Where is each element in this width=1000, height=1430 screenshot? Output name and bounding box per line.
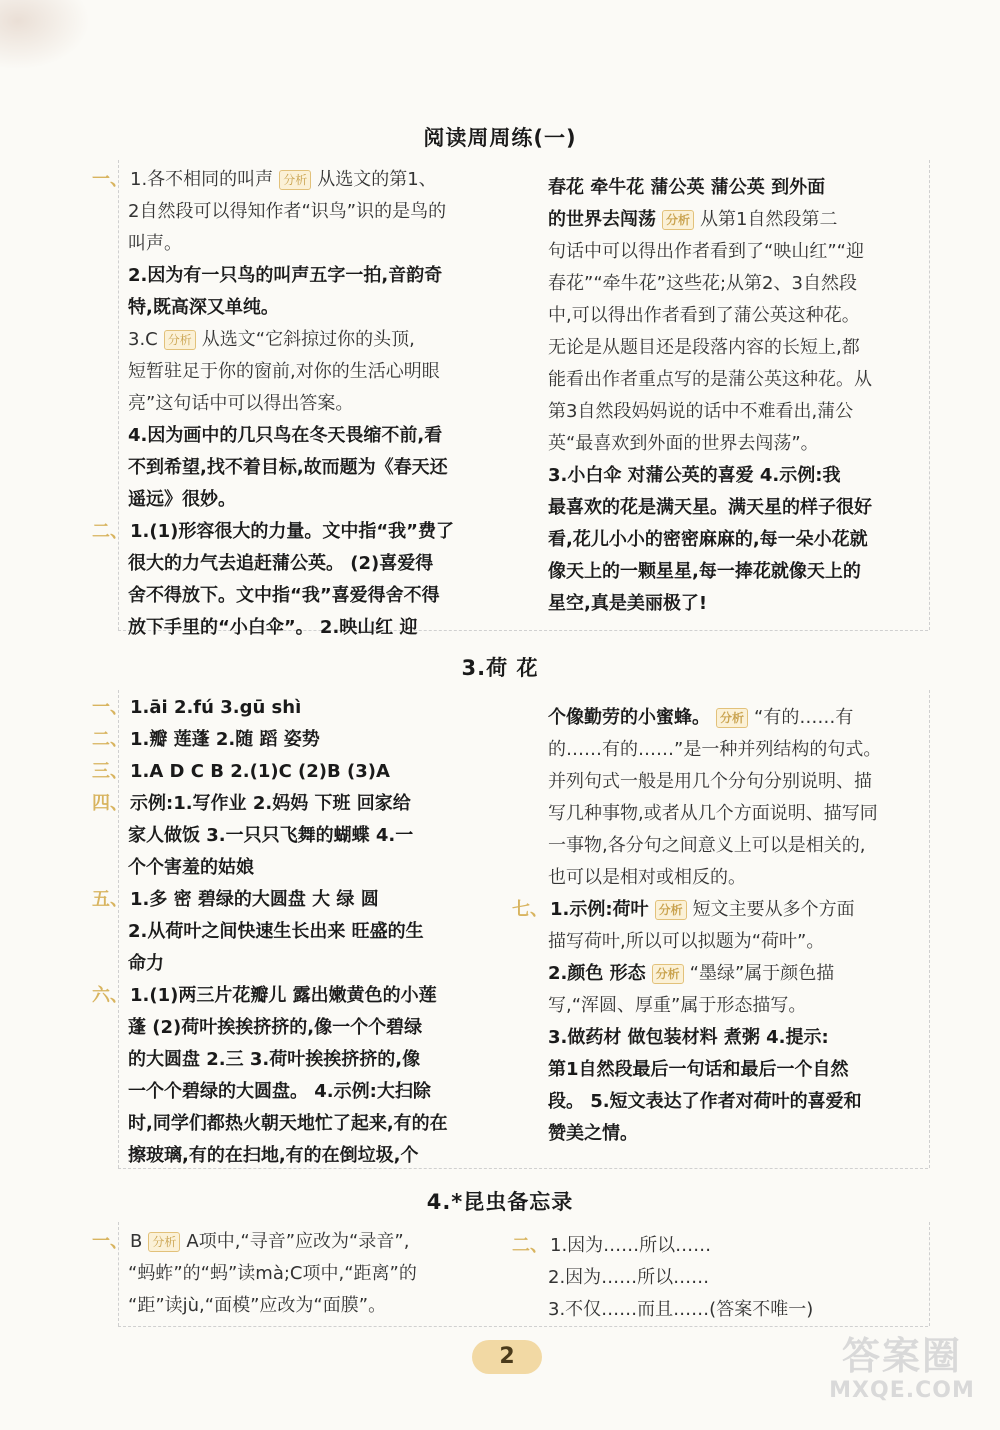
answer-line <box>92 948 502 980</box>
question-number: 二、 <box>512 1235 548 1256</box>
answer-text: 放下手里的“小白伞”。 2.映山红 迎 <box>128 617 418 638</box>
answer-text: 1.āi 2.fú 3.gū shì <box>130 697 302 718</box>
analysis-text: 短文主要从多个方面 <box>692 899 855 920</box>
answer-text: 家人做饭 3.一只只飞舞的蝴蝶 4.一 <box>128 825 414 846</box>
answer-text: 的世界去闯荡 <box>548 209 656 230</box>
analysis-tag: 分析 <box>655 900 687 920</box>
answer-text: 个个害羞的姑娘 <box>128 857 254 878</box>
answer-line <box>92 980 502 1012</box>
analysis-tag: 分析 <box>164 330 196 350</box>
answer-line <box>548 588 918 620</box>
answer-text: 3.小白伞 对蒲公英的喜爱 4.示例:我 <box>548 465 841 486</box>
answer-line <box>92 228 497 260</box>
watermark-logo: 答案圈 <box>841 1334 962 1378</box>
answer-line <box>92 852 502 884</box>
answer-text: 时,同学们都热火朝天地忙了起来,有的在 <box>128 1113 448 1134</box>
answer-line <box>512 1262 922 1294</box>
answer-line <box>92 292 497 324</box>
question-number: 六、 <box>92 985 128 1006</box>
answer-text: 的大圆盘 2.三 3.荷叶挨挨挤挤的,像 <box>128 1049 421 1070</box>
answer-text: 1.A D C B 2.(1)C (2)B (3)A <box>130 761 390 782</box>
question-number: 一、 <box>92 169 128 190</box>
answer-line <box>92 884 502 916</box>
answer-line <box>512 862 922 894</box>
answer-text: 叫声。 <box>128 233 182 254</box>
analysis-tag: 分析 <box>279 170 311 190</box>
answer-line <box>548 524 918 556</box>
answer-line <box>548 492 918 524</box>
answer-line <box>92 420 497 452</box>
answer-text: 能看出作者重点写的是蒲公英这种花。从 <box>548 369 872 390</box>
answer-text: 第3自然段妈妈说的话中不难看出,蒲公 <box>548 401 854 422</box>
answer-line <box>92 1290 512 1322</box>
divider <box>118 1326 928 1327</box>
answer-text: 1.各不相同的叫声 <box>130 169 274 190</box>
question-number: 五、 <box>92 889 128 910</box>
answer-line <box>92 1108 502 1140</box>
answer-text: 短暂驻足于你的窗前,对你的生活心明眼 <box>128 361 440 382</box>
answer-text: 最喜欢的花是满天星。满天星的样子很好 <box>548 497 872 518</box>
answer-line <box>548 396 918 428</box>
answer-line <box>548 364 918 396</box>
answer-text: 星空,真是美丽极了! <box>548 593 708 614</box>
answer-line <box>548 460 918 492</box>
question-number: 一、 <box>92 697 128 718</box>
watermark <box>822 1334 982 1412</box>
answer-text: 春花”“牵牛花”这些花;从第2、3自然段 <box>548 273 857 294</box>
answer-line <box>512 958 922 990</box>
answer-text: 1.因为……所以…… <box>550 1235 712 1256</box>
answer-column-left <box>92 692 502 1172</box>
answer-line <box>92 356 497 388</box>
answer-text: 1.示例:荷叶 <box>550 899 649 920</box>
answer-line <box>512 1230 922 1262</box>
analysis-tag: 分析 <box>716 708 748 728</box>
answer-line <box>548 268 918 300</box>
answer-text: 并列句式一般是用几个分句分别说明、描 <box>548 771 872 792</box>
answer-text: 一事物,各分句之间意义上可以是相关的, <box>548 835 866 856</box>
answer-line <box>92 724 502 756</box>
answer-text: “距”读jù,“面模”应改为“面膜”。 <box>128 1295 387 1316</box>
answer-text: 遥远》很妙。 <box>128 489 236 510</box>
answer-text: 命力 <box>128 953 164 974</box>
answer-text: 不到希望,找不着目标,故而题为《春天还 <box>128 457 448 478</box>
section-title: 3.荷 花 <box>461 656 539 680</box>
answer-line <box>92 388 497 420</box>
analysis-text: 从选文的第1、 <box>317 169 437 190</box>
answer-text: 3.做药材 做包装材料 煮粥 4.提示: <box>548 1027 829 1048</box>
answer-line <box>92 164 497 196</box>
answer-text: 一个个碧绿的大圆盘。 4.示例:大扫除 <box>128 1081 431 1102</box>
answer-text: 4.因为画中的几只鸟在冬天畏缩不前,看 <box>128 425 443 446</box>
answer-line <box>548 172 918 204</box>
answer-text: 示例:1.写作业 2.妈妈 下班 回家给 <box>130 793 411 814</box>
answer-text: 第1自然段最后一句话和最后一个自然 <box>548 1059 849 1080</box>
answer-column-right <box>512 702 922 1150</box>
answer-line <box>512 1086 922 1118</box>
answer-text: 2.因为……所以…… <box>548 1267 710 1288</box>
answer-line <box>92 820 502 852</box>
analysis-tag: 分析 <box>652 964 684 984</box>
answer-line <box>92 580 497 612</box>
question-number: 四、 <box>92 793 128 814</box>
analysis-tag: 分析 <box>148 1232 180 1252</box>
answer-line <box>548 236 918 268</box>
answer-line <box>512 798 922 830</box>
answer-line <box>92 484 497 516</box>
answer-line <box>512 702 922 734</box>
answer-text: 1.瓣 莲蓬 2.随 蹈 姿势 <box>130 729 320 750</box>
section-title: 阅读周周练(一) <box>423 126 577 150</box>
answer-line <box>512 894 922 926</box>
answer-text: 1.多 密 碧绿的大圆盘 大 绿 圆 <box>130 889 379 910</box>
page-corner-smudge <box>0 0 90 70</box>
answer-text: B <box>130 1231 143 1252</box>
answer-text: 亮”这句话中可以得出答案。 <box>128 393 354 414</box>
answer-text: 赞美之情。 <box>548 1123 638 1144</box>
answer-text: 像天上的一颗星星,每一捧花就像天上的 <box>548 561 861 582</box>
section-title: 4.*昆虫备忘录 <box>426 1190 574 1214</box>
answer-line <box>512 1054 922 1086</box>
answer-text: 句话中可以得出作者看到了“映山红”“迎 <box>548 241 864 262</box>
analysis-text: “有的……有 <box>754 707 854 728</box>
answer-text: 段。 5.短文表达了作者对荷叶的喜爱和 <box>548 1091 862 1112</box>
answer-column-left <box>92 1226 512 1322</box>
answer-line <box>92 324 497 356</box>
answer-line <box>512 1118 922 1150</box>
answer-text: 擦玻璃,有的在扫地,有的在倒垃圾,个 <box>128 1145 419 1166</box>
answer-line <box>92 260 497 292</box>
answer-text: 1.(1)形容很大的力量。文中指“我”费了 <box>130 521 454 542</box>
answer-line <box>548 332 918 364</box>
watermark-url: MXQE.COM <box>829 1378 975 1403</box>
answer-line <box>512 766 922 798</box>
page-number: 2 <box>472 1340 542 1374</box>
answer-line <box>92 916 502 948</box>
answer-line <box>92 1076 502 1108</box>
question-number: 二、 <box>92 521 128 542</box>
answer-line <box>92 756 502 788</box>
answer-column-right <box>512 1230 922 1326</box>
question-number: 三、 <box>92 761 128 782</box>
answer-line <box>92 452 497 484</box>
answer-line <box>92 548 497 580</box>
answer-line <box>512 926 922 958</box>
answer-text: 个像勤劳的小蜜蜂。 <box>548 707 710 728</box>
analysis-text: “墨绿”属于颜色描 <box>689 963 835 984</box>
answer-text: “蚂蚱”的“蚂”读mà;C项中,“距离”的 <box>128 1263 417 1284</box>
answer-line <box>92 692 502 724</box>
answer-text: 写,“浑圆、厚重”属于形态描写。 <box>548 995 807 1016</box>
answer-line <box>548 556 918 588</box>
answer-text: 2.颜色 形态 <box>548 963 646 984</box>
answer-line <box>92 1226 512 1258</box>
answer-text: 描写荷叶,所以可以拟题为“荷叶”。 <box>548 931 825 952</box>
answer-text: 也可以是相对或相反的。 <box>548 867 746 888</box>
answer-text: 蓬 (2)荷叶挨挨挤挤的,像一个个碧绿 <box>128 1017 423 1038</box>
answer-text: 3.不仅……而且……(答案不唯一) <box>548 1299 814 1320</box>
question-number: 一、 <box>92 1231 128 1252</box>
answer-line <box>512 830 922 862</box>
answer-text: 2.因为有一只鸟的叫声五字一拍,音韵奇 <box>128 265 443 286</box>
analysis-text: A项中,“寻音”应改为“录音”, <box>186 1231 410 1252</box>
analysis-tag: 分析 <box>662 210 694 230</box>
answer-text: 2.从荷叶之间快速生长出来 旺盛的生 <box>128 921 424 942</box>
answer-text: 英“最喜欢到外面的世界去闯荡”。 <box>548 433 819 454</box>
answer-text: 春花 牵牛花 蒲公英 蒲公英 到外面 <box>548 177 826 198</box>
answer-line <box>512 1022 922 1054</box>
answer-text: 舍不得放下。文中指“我”喜爱得舍不得 <box>128 585 440 606</box>
answer-line <box>92 1140 502 1172</box>
answer-line <box>92 612 497 644</box>
answer-line <box>92 516 497 548</box>
answer-text: 无论是从题目还是段落内容的长短上,都 <box>548 337 860 358</box>
answer-line <box>548 204 918 236</box>
answer-line <box>92 788 502 820</box>
answer-line <box>512 990 922 1022</box>
answer-line <box>92 196 497 228</box>
answer-text: 写几种事物,或者从几个方面说明、描写同 <box>548 803 878 824</box>
answer-column-left <box>92 164 497 644</box>
answer-text: 特,既高深又单纯。 <box>128 297 279 318</box>
answer-line <box>548 428 918 460</box>
answer-line <box>92 1044 502 1076</box>
question-number: 七、 <box>512 899 548 920</box>
answer-line <box>92 1012 502 1044</box>
answer-text: 2自然段可以得知作者“识鸟”识的是鸟的 <box>128 201 447 222</box>
answer-line <box>92 1258 512 1290</box>
answer-line <box>512 734 922 766</box>
answer-line <box>512 1294 922 1326</box>
answer-column-right <box>548 172 918 620</box>
analysis-text: 从第1自然段第二 <box>700 209 838 230</box>
answer-text: 的……有的……”是一种并列结构的句式。 <box>548 739 882 760</box>
analysis-text: 从选文“它斜掠过你的头顶, <box>201 329 415 350</box>
answer-line <box>548 300 918 332</box>
answer-text: 看,花儿小小的密密麻麻的,每一朵小花就 <box>548 529 868 550</box>
answer-text: 很大的力气去追赶蒲公英。 (2)喜爱得 <box>128 553 434 574</box>
question-number: 二、 <box>92 729 128 750</box>
answer-text: 3.C <box>128 329 158 350</box>
answer-text: 中,可以得出作者看到了蒲公英这种花。 <box>548 305 860 326</box>
answer-text: 1.(1)两三片花瓣儿 露出嫩黄色的小莲 <box>130 985 437 1006</box>
